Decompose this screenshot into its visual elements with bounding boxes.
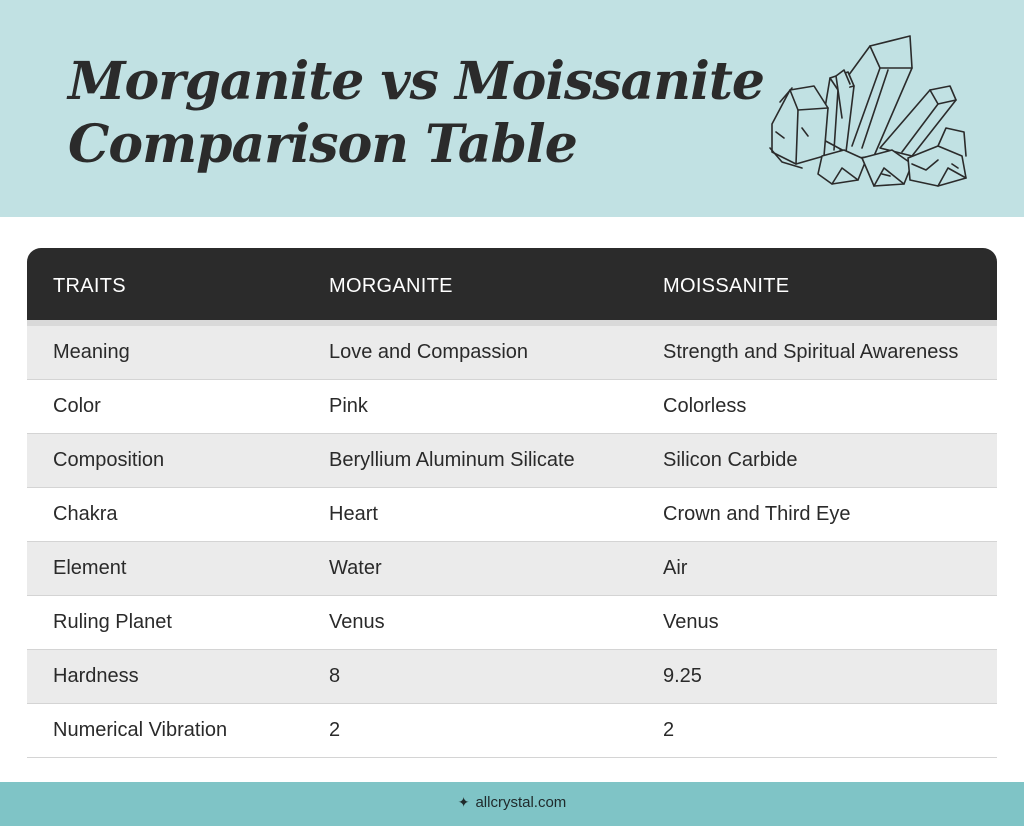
trait-cell: Ruling Planet	[53, 611, 172, 633]
morganite-cell: Water	[329, 557, 382, 579]
table-row	[27, 488, 997, 542]
morganite-cell: Venus	[329, 611, 385, 633]
column-header-morganite: MORGANITE	[329, 275, 453, 297]
moissanite-cell: Crown and Third Eye	[663, 503, 851, 525]
moissanite-cell: Colorless	[663, 395, 747, 417]
table-row	[27, 380, 997, 434]
trait-cell: Chakra	[53, 503, 118, 525]
title-line-2: Comparison Table	[68, 114, 577, 175]
moissanite-cell: Strength and Spiritual Awareness	[663, 341, 959, 363]
trait-cell: Numerical Vibration	[53, 719, 228, 741]
footer-bar	[0, 782, 1024, 826]
title-line-1: Morganite vs Moissanite	[68, 51, 764, 112]
morganite-cell: 2	[329, 719, 341, 741]
column-header-moissanite: MOISSANITE	[663, 275, 790, 297]
trait-cell: Color	[53, 395, 101, 417]
table-row	[27, 542, 997, 596]
table-row	[27, 326, 997, 380]
moissanite-cell: 2	[663, 719, 675, 741]
trait-cell: Element	[53, 557, 127, 579]
trait-cell: Hardness	[53, 665, 139, 687]
morganite-cell: Beryllium Aluminum Silicate	[329, 449, 575, 471]
site-link[interactable]: allcrystal.com	[475, 794, 567, 811]
morganite-cell: 8	[329, 665, 341, 687]
page-title	[68, 50, 764, 176]
morganite-cell: Pink	[329, 395, 368, 417]
footer-credit	[458, 794, 567, 811]
table-header-row	[27, 248, 997, 326]
trait-cell: Composition	[53, 449, 165, 471]
table-row	[27, 704, 997, 758]
table-row	[27, 650, 997, 704]
crystal-cluster-icon	[762, 28, 972, 193]
moissanite-cell: Venus	[663, 611, 719, 633]
column-header-traits: TRAITS	[53, 275, 126, 297]
morganite-cell: Heart	[329, 503, 378, 525]
trait-cell: Meaning	[53, 341, 130, 363]
morganite-cell: Love and Compassion	[329, 341, 529, 363]
table-row	[27, 434, 997, 488]
moissanite-cell: Air	[663, 557, 688, 579]
sparkle-icon: ✦	[457, 794, 470, 810]
comparison-table	[27, 248, 997, 758]
header-banner	[0, 0, 1024, 217]
moissanite-cell: 9.25	[663, 665, 702, 687]
moissanite-cell: Silicon Carbide	[663, 449, 798, 471]
table-row	[27, 596, 997, 650]
